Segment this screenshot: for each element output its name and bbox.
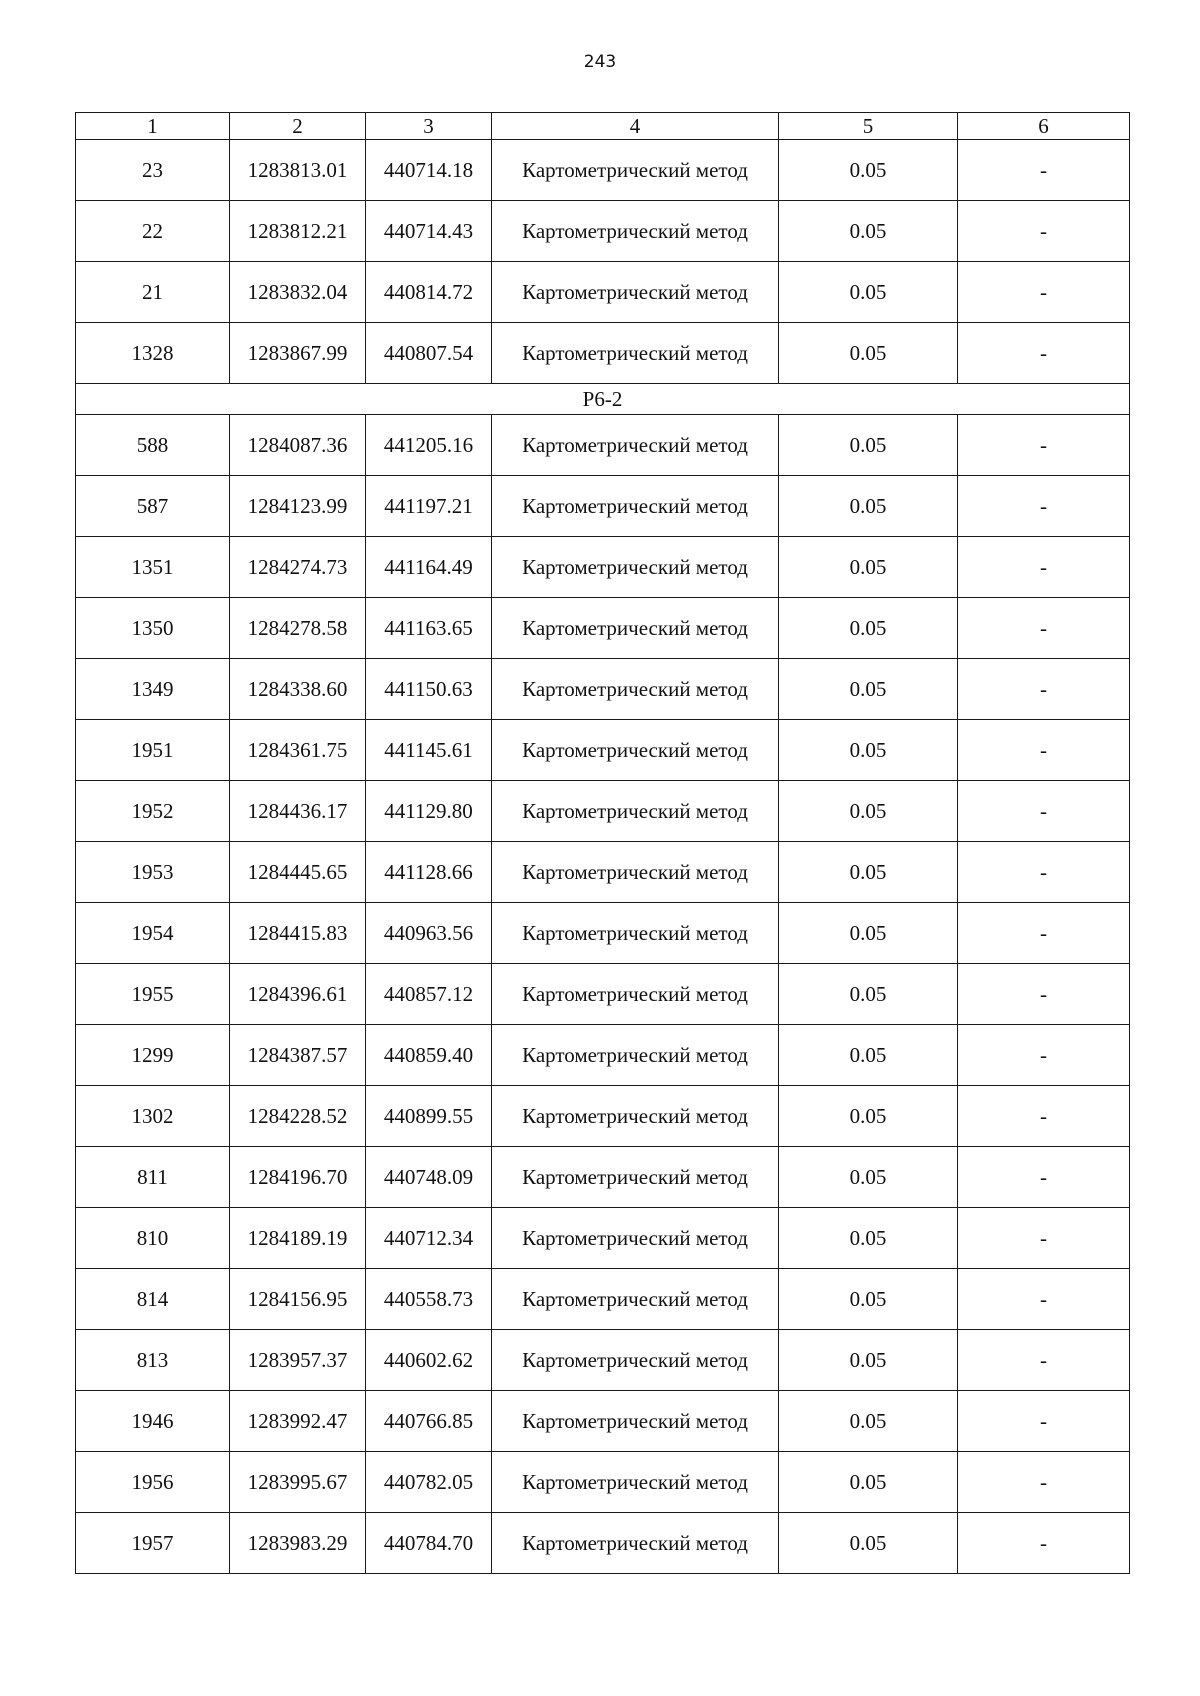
accuracy-cell: 0.05 xyxy=(779,1513,958,1574)
note-cell: - xyxy=(958,720,1130,781)
x-coordinate-cell: 1284123.99 xyxy=(230,476,366,537)
y-coordinate-cell: 441205.16 xyxy=(366,415,492,476)
x-coordinate-cell: 1283867.99 xyxy=(230,323,366,384)
y-coordinate-cell: 440712.34 xyxy=(366,1208,492,1269)
table-row xyxy=(76,781,1130,842)
column-header-4: 4 xyxy=(492,113,779,140)
x-coordinate-cell: 1283957.37 xyxy=(230,1330,366,1391)
note-cell: - xyxy=(958,415,1130,476)
y-coordinate-cell: 441163.65 xyxy=(366,598,492,659)
method-cell: Картометрический метод xyxy=(492,903,779,964)
note-cell: - xyxy=(958,140,1130,201)
table-row xyxy=(76,415,1130,476)
point-number-cell: 1299 xyxy=(76,1025,230,1086)
column-header-3: 3 xyxy=(366,113,492,140)
accuracy-cell: 0.05 xyxy=(779,903,958,964)
x-coordinate-cell: 1284387.57 xyxy=(230,1025,366,1086)
column-header-1: 1 xyxy=(76,113,230,140)
table-row xyxy=(76,323,1130,384)
coordinates-table xyxy=(75,112,1130,1574)
point-number-cell: 1349 xyxy=(76,659,230,720)
table-row xyxy=(76,1269,1130,1330)
x-coordinate-cell: 1283995.67 xyxy=(230,1452,366,1513)
y-coordinate-cell: 440748.09 xyxy=(366,1147,492,1208)
accuracy-cell: 0.05 xyxy=(779,659,958,720)
table-row xyxy=(76,1025,1130,1086)
y-coordinate-cell: 440602.62 xyxy=(366,1330,492,1391)
y-coordinate-cell: 440857.12 xyxy=(366,964,492,1025)
x-coordinate-cell: 1284278.58 xyxy=(230,598,366,659)
note-cell: - xyxy=(958,1269,1130,1330)
method-cell: Картометрический метод xyxy=(492,262,779,323)
x-coordinate-cell: 1283832.04 xyxy=(230,262,366,323)
point-number-cell: 1954 xyxy=(76,903,230,964)
point-number-cell: 1955 xyxy=(76,964,230,1025)
note-cell: - xyxy=(958,1086,1130,1147)
accuracy-cell: 0.05 xyxy=(779,1208,958,1269)
point-number-cell: 587 xyxy=(76,476,230,537)
table-row xyxy=(76,903,1130,964)
note-cell: - xyxy=(958,659,1130,720)
method-cell: Картометрический метод xyxy=(492,323,779,384)
point-number-cell: 1350 xyxy=(76,598,230,659)
note-cell: - xyxy=(958,964,1130,1025)
method-cell: Картометрический метод xyxy=(492,842,779,903)
accuracy-cell: 0.05 xyxy=(779,201,958,262)
accuracy-cell: 0.05 xyxy=(779,1330,958,1391)
point-number-cell: 814 xyxy=(76,1269,230,1330)
method-cell: Картометрический метод xyxy=(492,1391,779,1452)
point-number-cell: 1328 xyxy=(76,323,230,384)
x-coordinate-cell: 1284156.95 xyxy=(230,1269,366,1330)
note-cell: - xyxy=(958,476,1130,537)
table-row xyxy=(76,1391,1130,1452)
point-number-cell: 1956 xyxy=(76,1452,230,1513)
point-number-cell: 22 xyxy=(76,201,230,262)
accuracy-cell: 0.05 xyxy=(779,781,958,842)
note-cell: - xyxy=(958,781,1130,842)
method-cell: Картометрический метод xyxy=(492,1147,779,1208)
point-number-cell: 1946 xyxy=(76,1391,230,1452)
point-number-cell: 813 xyxy=(76,1330,230,1391)
note-cell: - xyxy=(958,842,1130,903)
y-coordinate-cell: 440807.54 xyxy=(366,323,492,384)
section-title: Р6-2 xyxy=(76,384,1130,415)
y-coordinate-cell: 440766.85 xyxy=(366,1391,492,1452)
point-number-cell: 810 xyxy=(76,1208,230,1269)
method-cell: Картометрический метод xyxy=(492,1086,779,1147)
point-number-cell: 1953 xyxy=(76,842,230,903)
y-coordinate-cell: 440784.70 xyxy=(366,1513,492,1574)
note-cell: - xyxy=(958,598,1130,659)
x-coordinate-cell: 1284196.70 xyxy=(230,1147,366,1208)
y-coordinate-cell: 441150.63 xyxy=(366,659,492,720)
accuracy-cell: 0.05 xyxy=(779,720,958,781)
accuracy-cell: 0.05 xyxy=(779,964,958,1025)
note-cell: - xyxy=(958,1452,1130,1513)
table-row xyxy=(76,659,1130,720)
table-body xyxy=(76,140,1130,1574)
table-row xyxy=(76,537,1130,598)
method-cell: Картометрический метод xyxy=(492,476,779,537)
note-cell: - xyxy=(958,323,1130,384)
table-row xyxy=(76,201,1130,262)
note-cell: - xyxy=(958,1208,1130,1269)
accuracy-cell: 0.05 xyxy=(779,1147,958,1208)
x-coordinate-cell: 1284274.73 xyxy=(230,537,366,598)
method-cell: Картометрический метод xyxy=(492,598,779,659)
method-cell: Картометрический метод xyxy=(492,781,779,842)
x-coordinate-cell: 1284396.61 xyxy=(230,964,366,1025)
note-cell: - xyxy=(958,1513,1130,1574)
note-cell: - xyxy=(958,1025,1130,1086)
note-cell: - xyxy=(958,1391,1130,1452)
accuracy-cell: 0.05 xyxy=(779,476,958,537)
table-row xyxy=(76,476,1130,537)
point-number-cell: 1952 xyxy=(76,781,230,842)
x-coordinate-cell: 1284338.60 xyxy=(230,659,366,720)
method-cell: Картометрический метод xyxy=(492,1208,779,1269)
accuracy-cell: 0.05 xyxy=(779,1025,958,1086)
method-cell: Картометрический метод xyxy=(492,537,779,598)
method-cell: Картометрический метод xyxy=(492,415,779,476)
point-number-cell: 1957 xyxy=(76,1513,230,1574)
accuracy-cell: 0.05 xyxy=(779,1269,958,1330)
y-coordinate-cell: 440899.55 xyxy=(366,1086,492,1147)
method-cell: Картометрический метод xyxy=(492,201,779,262)
y-coordinate-cell: 440558.73 xyxy=(366,1269,492,1330)
x-coordinate-cell: 1284087.36 xyxy=(230,415,366,476)
table-row xyxy=(76,1452,1130,1513)
accuracy-cell: 0.05 xyxy=(779,842,958,903)
table-row xyxy=(76,964,1130,1025)
column-header-6: 6 xyxy=(958,113,1130,140)
accuracy-cell: 0.05 xyxy=(779,598,958,659)
note-cell: - xyxy=(958,262,1130,323)
table-row xyxy=(76,1086,1130,1147)
method-cell: Картометрический метод xyxy=(492,1025,779,1086)
y-coordinate-cell: 440859.40 xyxy=(366,1025,492,1086)
table-row xyxy=(76,262,1130,323)
y-coordinate-cell: 440814.72 xyxy=(366,262,492,323)
table-row xyxy=(76,140,1130,201)
page-number: 243 xyxy=(583,52,617,72)
method-cell: Картометрический метод xyxy=(492,140,779,201)
y-coordinate-cell: 440782.05 xyxy=(366,1452,492,1513)
note-cell: - xyxy=(958,537,1130,598)
note-cell: - xyxy=(958,1147,1130,1208)
y-coordinate-cell: 441129.80 xyxy=(366,781,492,842)
accuracy-cell: 0.05 xyxy=(779,323,958,384)
accuracy-cell: 0.05 xyxy=(779,415,958,476)
column-header-2: 2 xyxy=(230,113,366,140)
y-coordinate-cell: 440714.43 xyxy=(366,201,492,262)
point-number-cell: 811 xyxy=(76,1147,230,1208)
y-coordinate-cell: 441164.49 xyxy=(366,537,492,598)
table-row xyxy=(76,842,1130,903)
method-cell: Картометрический метод xyxy=(492,1513,779,1574)
accuracy-cell: 0.05 xyxy=(779,262,958,323)
y-coordinate-cell: 441197.21 xyxy=(366,476,492,537)
y-coordinate-cell: 440714.18 xyxy=(366,140,492,201)
x-coordinate-cell: 1284189.19 xyxy=(230,1208,366,1269)
point-number-cell: 1951 xyxy=(76,720,230,781)
y-coordinate-cell: 441145.61 xyxy=(366,720,492,781)
x-coordinate-cell: 1283992.47 xyxy=(230,1391,366,1452)
point-number-cell: 23 xyxy=(76,140,230,201)
note-cell: - xyxy=(958,903,1130,964)
method-cell: Картометрический метод xyxy=(492,1330,779,1391)
accuracy-cell: 0.05 xyxy=(779,537,958,598)
table-row xyxy=(76,720,1130,781)
column-header-5: 5 xyxy=(779,113,958,140)
accuracy-cell: 0.05 xyxy=(779,140,958,201)
x-coordinate-cell: 1283813.01 xyxy=(230,140,366,201)
x-coordinate-cell: 1283983.29 xyxy=(230,1513,366,1574)
table-header-row xyxy=(76,113,1130,140)
y-coordinate-cell: 441128.66 xyxy=(366,842,492,903)
x-coordinate-cell: 1284415.83 xyxy=(230,903,366,964)
y-coordinate-cell: 440963.56 xyxy=(366,903,492,964)
x-coordinate-cell: 1283812.21 xyxy=(230,201,366,262)
table-row xyxy=(76,598,1130,659)
point-number-cell: 588 xyxy=(76,415,230,476)
accuracy-cell: 0.05 xyxy=(779,1452,958,1513)
point-number-cell: 1351 xyxy=(76,537,230,598)
table-row xyxy=(76,1147,1130,1208)
note-cell: - xyxy=(958,201,1130,262)
method-cell: Картометрический метод xyxy=(492,659,779,720)
x-coordinate-cell: 1284228.52 xyxy=(230,1086,366,1147)
method-cell: Картометрический метод xyxy=(492,1452,779,1513)
table-row xyxy=(76,1208,1130,1269)
accuracy-cell: 0.05 xyxy=(779,1391,958,1452)
note-cell: - xyxy=(958,1330,1130,1391)
x-coordinate-cell: 1284445.65 xyxy=(230,842,366,903)
method-cell: Картометрический метод xyxy=(492,964,779,1025)
table-row xyxy=(76,1330,1130,1391)
x-coordinate-cell: 1284436.17 xyxy=(230,781,366,842)
point-number-cell: 1302 xyxy=(76,1086,230,1147)
section-row xyxy=(76,384,1130,415)
x-coordinate-cell: 1284361.75 xyxy=(230,720,366,781)
method-cell: Картометрический метод xyxy=(492,720,779,781)
accuracy-cell: 0.05 xyxy=(779,1086,958,1147)
point-number-cell: 21 xyxy=(76,262,230,323)
table-row xyxy=(76,1513,1130,1574)
method-cell: Картометрический метод xyxy=(492,1269,779,1330)
